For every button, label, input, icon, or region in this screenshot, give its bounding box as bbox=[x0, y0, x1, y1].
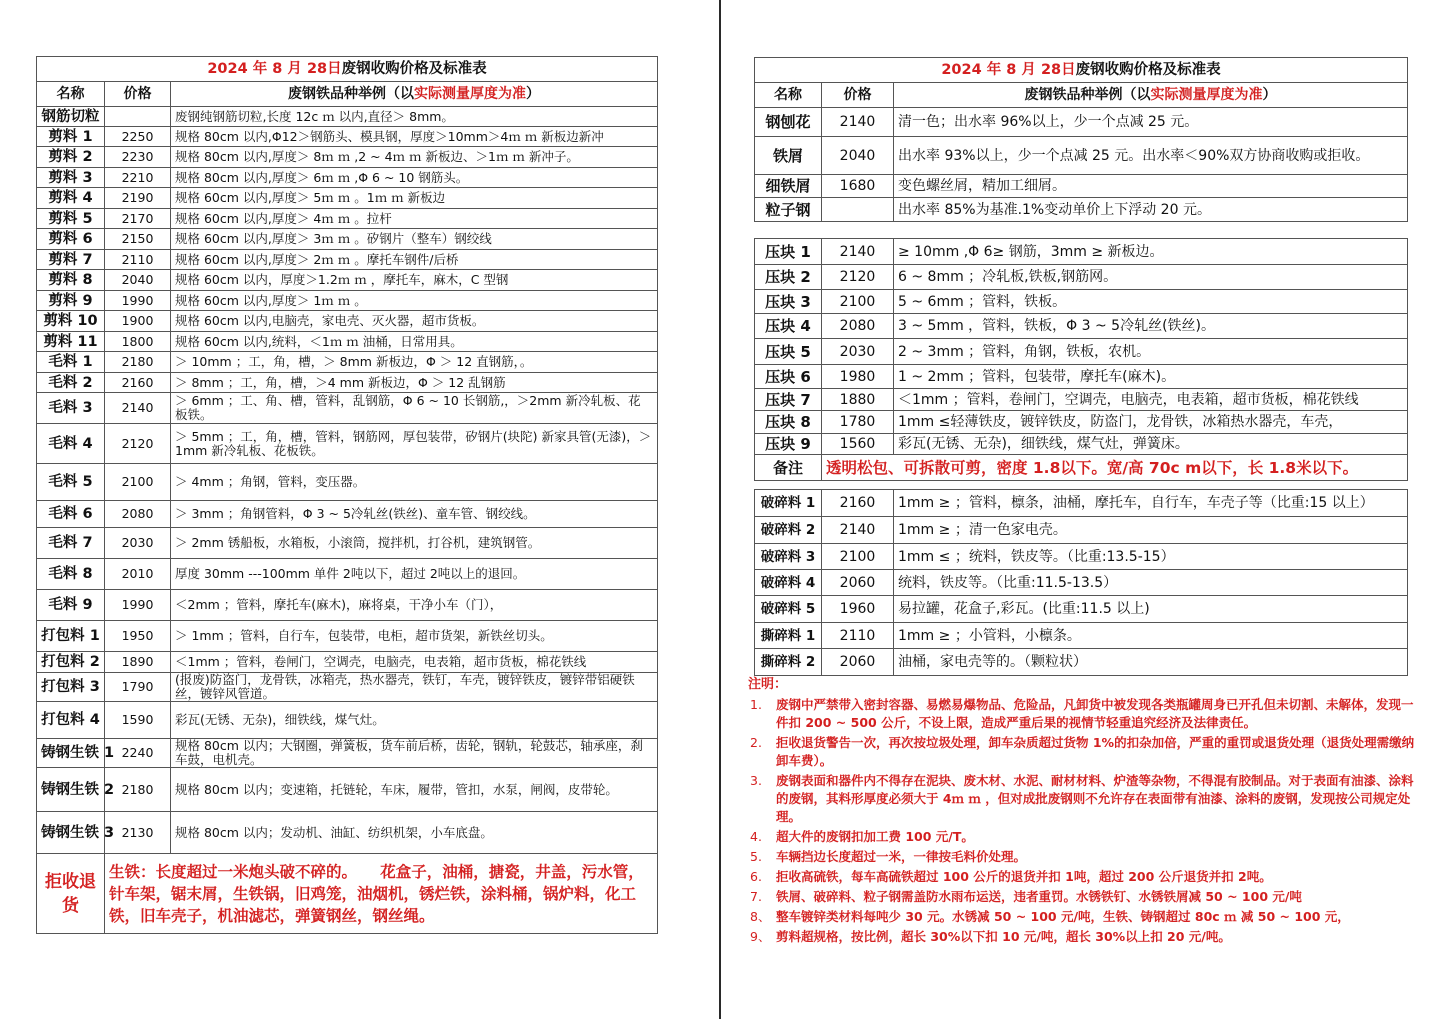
left-item-price bbox=[105, 107, 171, 127]
header-desc: 废钢铁品种举例（以实际测量厚度为准） bbox=[171, 82, 658, 107]
left-item-price: 1950 bbox=[105, 621, 171, 652]
shred-item-row bbox=[755, 596, 1408, 623]
left-item-desc: 规格 80cm 以内；发动机、油缸、纺织机架，小车底盘。 bbox=[171, 812, 658, 854]
note-text: 拒收高硫铁，每车高硫铁超过 100 公斤的退货并扣 1吨，超过 200 公斤退货并扣 2吨。 bbox=[776, 869, 1272, 884]
left-item-row bbox=[37, 739, 658, 768]
briquette-item-row bbox=[755, 265, 1408, 290]
left-item-row bbox=[37, 501, 658, 528]
chip-item-row bbox=[755, 175, 1408, 198]
note-text: 整车镀锌类材料每吨少 30 元。水锈减 50 ~ 100 元/吨，生铁、铸钢超过 80c ｍ 减 50 ~ 100 元， bbox=[776, 909, 1350, 924]
left-item-price: 2100 bbox=[105, 464, 171, 501]
left-item-price: 2110 bbox=[105, 250, 171, 270]
left-item-price: 2180 bbox=[105, 768, 171, 812]
shred-item-name: 破碎料 3 bbox=[755, 544, 822, 570]
shred-item-price: 2110 bbox=[822, 623, 894, 649]
left-item-row bbox=[37, 352, 658, 373]
left-item-desc: 规格 60cm 以内,厚度＞ 2ｍ ｍ 。摩托车钢件/后桥 bbox=[171, 250, 658, 270]
briquette-item-name: 压块 6 bbox=[755, 365, 822, 389]
left-item-row bbox=[37, 209, 658, 229]
right-title-text: 废钢收购价格及标准表 bbox=[1075, 62, 1221, 78]
note-number: 4. bbox=[750, 829, 762, 844]
remark-text: 透明松包、可拆散可剪，密度 1.8以下。宽/高 70c m以下，长 1.8米以下。 bbox=[822, 455, 1408, 481]
briquette-item-desc: 5 ~ 6mm ；管料，铁板。 bbox=[894, 290, 1408, 314]
right-header-row bbox=[755, 83, 1408, 108]
note-item bbox=[748, 772, 1420, 826]
note-item bbox=[748, 888, 1420, 906]
chip-item-name: 粒子钢 bbox=[755, 198, 822, 222]
left-item-name: 剪料 5 bbox=[37, 209, 105, 229]
briquette-item-name: 压块 5 bbox=[755, 339, 822, 365]
briquette-item-desc: 彩瓦(无锈、无杂)，细铁线，煤气灶，弹簧床。 bbox=[894, 434, 1408, 455]
left-item-desc: ＜2mm ；管料，摩托车(麻木)，麻将桌，干净小车（门）， bbox=[171, 590, 658, 621]
left-item-row bbox=[37, 621, 658, 652]
left-item-row bbox=[37, 168, 658, 188]
briquette-item-price: 1780 bbox=[822, 411, 894, 434]
note-number: 8、 bbox=[750, 909, 771, 924]
left-item-row bbox=[37, 291, 658, 311]
right-price-table-top bbox=[754, 57, 1408, 222]
note-item bbox=[748, 908, 1420, 926]
left-item-desc: 规格 80cm 以内,厚度＞ 8ｍ ｍ ,2 ~ 4ｍ ｍ 新板边、＞1ｍ ｍ 新冲子。 bbox=[171, 147, 658, 168]
left-item-desc: ＞ 3mm ；角钢管料，Φ 3 ~ 5冷轧丝(铁丝)、童车管、钢绞线。 bbox=[171, 501, 658, 528]
left-item-name: 打包料 2 bbox=[37, 652, 105, 673]
left-price-table bbox=[36, 56, 658, 934]
chip-item-desc: 变色螺丝屑，精加工细屑。 bbox=[894, 175, 1408, 198]
note-item bbox=[748, 828, 1420, 846]
left-item-row bbox=[37, 188, 658, 209]
left-item-row bbox=[37, 229, 658, 250]
chip-item-name: 铁屑 bbox=[755, 137, 822, 175]
left-item-row bbox=[37, 673, 658, 702]
shred-item-price: 2160 bbox=[822, 490, 894, 517]
left-item-desc: ＞ 2mm 锈船板，水箱板，小滚筒，搅拌机，打谷机，建筑钢管。 bbox=[171, 528, 658, 559]
right-title-date: 2024 年 8 月 28日 bbox=[941, 62, 1076, 78]
shred-item-row bbox=[755, 517, 1408, 544]
left-title-date: 2024 年 8 月 28日 bbox=[207, 61, 342, 77]
shred-item-row bbox=[755, 490, 1408, 517]
briquette-item-row bbox=[755, 290, 1408, 314]
note-number: 5. bbox=[750, 849, 762, 864]
left-item-price: 2180 bbox=[105, 352, 171, 373]
left-item-price: 2210 bbox=[105, 168, 171, 188]
note-number: 9、 bbox=[750, 929, 771, 944]
left-item-price: 2080 bbox=[105, 501, 171, 528]
chip-item-price bbox=[822, 198, 894, 222]
left-item-desc: ＞ 6mm ；工、角、槽，管料，乱钢筋，Φ 6 ~ 10 长钢筋,，＞2mm 新冷轧板、花板铁。 bbox=[171, 393, 658, 424]
left-item-name: 剪料 1 bbox=[37, 127, 105, 147]
left-item-name: 毛料 1 bbox=[37, 352, 105, 373]
left-item-desc: 规格 80cm 以内,厚度＞ 6ｍ ｍ ,Φ 6 ~ 10 钢筋头。 bbox=[171, 168, 658, 188]
note-text: 剪料超规格，按比例，超长 30%以下扣 10 元/吨，超长 30%以上扣 20 元/吨。 bbox=[776, 929, 1231, 944]
left-item-name: 毛料 4 bbox=[37, 424, 105, 464]
briquette-item-price: 1560 bbox=[822, 434, 894, 455]
right-price-table-briquette bbox=[754, 238, 1408, 481]
left-item-name: 铸钢生铁 3 bbox=[37, 812, 105, 854]
left-item-row bbox=[37, 393, 658, 424]
reject-text: 生铁：长度超过一米炮头破不碎的。 花盒子，油桶，搪瓷，井盖，污水管，针车架，锯末屑，生铁锅，旧鸡笼，油烟机，锈烂铁，涂料桶，锅炉料，化工铁，旧车壳子，机油滤芯，弹簧钢丝，钢丝绳。 bbox=[105, 854, 658, 934]
header-price: 价格 bbox=[105, 82, 171, 107]
left-item-price: 2150 bbox=[105, 229, 171, 250]
note-number: 6. bbox=[750, 869, 762, 884]
note-number: 3. bbox=[750, 773, 762, 788]
shred-item-price: 2140 bbox=[822, 517, 894, 544]
shred-item-desc: 油桶，家电壳等的。（颗粒状） bbox=[894, 649, 1408, 676]
left-item-desc: 规格 60cm 以内,厚度＞ 4ｍ ｍ 。拉杆 bbox=[171, 209, 658, 229]
remark-label: 备注 bbox=[755, 455, 822, 481]
left-item-price: 1790 bbox=[105, 673, 171, 702]
briquette-item-name: 压块 1 bbox=[755, 239, 822, 265]
left-item-price: 1900 bbox=[105, 311, 171, 332]
left-item-name: 毛料 9 bbox=[37, 590, 105, 621]
briquette-item-name: 压块 8 bbox=[755, 411, 822, 434]
left-item-name: 铸钢生铁 2 bbox=[37, 768, 105, 812]
left-item-price: 2160 bbox=[105, 373, 171, 393]
left-item-desc: 彩瓦(无锈、无杂)，细铁线，煤气灶。 bbox=[171, 702, 658, 739]
left-item-desc: ＞ 10mm ；工，角，槽，＞ 8mm 新板边，Φ ＞ 12 直钢筋，。 bbox=[171, 352, 658, 373]
briquette-item-price: 1880 bbox=[822, 389, 894, 411]
left-item-price: 2120 bbox=[105, 424, 171, 464]
left-item-row bbox=[37, 768, 658, 812]
left-item-row bbox=[37, 528, 658, 559]
left-item-row bbox=[37, 250, 658, 270]
shred-item-name: 破碎料 5 bbox=[755, 596, 822, 623]
note-item bbox=[748, 868, 1420, 886]
left-item-name: 毛料 6 bbox=[37, 501, 105, 528]
chip-item-name: 钢刨花 bbox=[755, 108, 822, 137]
notes-heading: 注明： bbox=[748, 677, 788, 692]
note-item bbox=[748, 928, 1420, 946]
briquette-item-name: 压块 9 bbox=[755, 434, 822, 455]
briquette-item-row bbox=[755, 389, 1408, 411]
left-item-price: 1590 bbox=[105, 702, 171, 739]
left-item-desc: ＞ 4mm ；角钢，管料，变压器。 bbox=[171, 464, 658, 501]
left-item-name: 剪料 3 bbox=[37, 168, 105, 188]
shred-item-name: 撕碎料 1 bbox=[755, 623, 822, 649]
briquette-item-desc: 2 ~ 3mm ；管料，角钢，铁板，农机。 bbox=[894, 339, 1408, 365]
note-item bbox=[748, 734, 1420, 770]
briquette-item-price: 2120 bbox=[822, 265, 894, 290]
left-header-row bbox=[37, 82, 658, 107]
left-item-price: 2250 bbox=[105, 127, 171, 147]
left-item-row bbox=[37, 107, 658, 127]
left-item-row bbox=[37, 559, 658, 590]
left-item-row bbox=[37, 590, 658, 621]
shred-item-desc: 1mm ≥ ；清一色家电壳。 bbox=[894, 517, 1408, 544]
left-item-desc: 规格 80cm 以内；变速箱，托链轮，车床，履带，管扣，水泵，闸阀，皮带轮。 bbox=[171, 768, 658, 812]
chip-item-name: 细铁屑 bbox=[755, 175, 822, 198]
briquette-item-desc: 3 ~ 5mm ，管料，铁板，Φ 3 ~ 5冷轧丝(铁丝)。 bbox=[894, 314, 1408, 339]
left-item-desc: 规格 60cm 以内,厚度＞ 5ｍ ｍ 。1ｍ ｍ 新板边 bbox=[171, 188, 658, 209]
left-item-desc: 规格 60cm 以内,统料，＜1ｍ ｍ 油桶，日常用具。 bbox=[171, 332, 658, 352]
left-item-desc: 规格 80cm 以内,Φ12＞钢筋头、模具钢，厚度＞10mm＞4ｍ ｍ 新板边新冲 bbox=[171, 127, 658, 147]
briquette-item-desc: 6 ~ 8mm ；冷轧板,铁板,钢筋网。 bbox=[894, 265, 1408, 290]
left-item-name: 铸钢生铁 1 bbox=[37, 739, 105, 768]
left-item-desc: ＞ 1mm ；管料，自行车，包装带，电柜，超市货架，新铁丝切头。 bbox=[171, 621, 658, 652]
note-text: 车辆挡边长度超过一米，一律按毛料价处理。 bbox=[776, 849, 1027, 864]
left-item-name: 剪料 6 bbox=[37, 229, 105, 250]
left-item-desc: 规格 60cm 以内,厚度＞ 1ｍ ｍ 。 bbox=[171, 291, 658, 311]
left-item-price: 2130 bbox=[105, 812, 171, 854]
chip-item-price: 2040 bbox=[822, 137, 894, 175]
reject-row bbox=[37, 854, 658, 934]
chip-item-price: 1680 bbox=[822, 175, 894, 198]
shred-item-desc: 1mm ≥ ；小管料，小檩条。 bbox=[894, 623, 1408, 649]
briquette-item-row bbox=[755, 365, 1408, 389]
header-name: 名称 bbox=[755, 83, 822, 108]
left-item-desc: ＞ 8mm ；工，角，槽，＞4 mm 新板边，Φ ＞ 12 乱钢筋 bbox=[171, 373, 658, 393]
shred-item-name: 破碎料 2 bbox=[755, 517, 822, 544]
briquette-item-price: 2080 bbox=[822, 314, 894, 339]
note-number: 2. bbox=[750, 735, 762, 750]
left-item-row bbox=[37, 147, 658, 168]
header-price: 价格 bbox=[822, 83, 894, 108]
left-item-row bbox=[37, 424, 658, 464]
left-item-name: 打包料 4 bbox=[37, 702, 105, 739]
left-item-row bbox=[37, 464, 658, 501]
left-item-name: 毛料 2 bbox=[37, 373, 105, 393]
chip-item-desc: 出水率 93%以上，少一个点减 25 元。出水率＜90%双方协商收购或拒收。 bbox=[894, 137, 1408, 175]
chip-item-desc: 清一色；出水率 96%以上，少一个点减 25 元。 bbox=[894, 108, 1408, 137]
note-text: 铁屑、破碎料、粒子钢需盖防水雨布运送，违者重罚。水锈铁钉、水锈铁屑减 50 ~ 100 元/吨 bbox=[776, 889, 1302, 904]
left-item-name: 毛料 3 bbox=[37, 393, 105, 424]
right-price-table-shredded bbox=[754, 489, 1408, 676]
left-item-name: 毛料 7 bbox=[37, 528, 105, 559]
note-item bbox=[748, 848, 1420, 866]
left-item-price: 2040 bbox=[105, 270, 171, 291]
left-item-price: 2170 bbox=[105, 209, 171, 229]
left-item-row bbox=[37, 812, 658, 854]
left-item-name: 剪料 4 bbox=[37, 188, 105, 209]
briquette-item-price: 2030 bbox=[822, 339, 894, 365]
briquette-item-name: 压块 4 bbox=[755, 314, 822, 339]
chip-item-row bbox=[755, 198, 1408, 222]
note-text: 超大件的废钢扣加工费 100 元/T。 bbox=[776, 829, 974, 844]
shred-item-desc: 1mm ≥ ；管料，檩条，油桶，摩托车，自行车，车壳子等（比重:15 以上） bbox=[894, 490, 1408, 517]
chip-item-row bbox=[755, 137, 1408, 175]
left-item-price: 2240 bbox=[105, 739, 171, 768]
briquette-item-row bbox=[755, 411, 1408, 434]
shred-item-row bbox=[755, 544, 1408, 570]
note-item bbox=[748, 696, 1420, 732]
note-text: 废钢表面和器件内不得存在泥块、废木材、水泥、耐材材料、炉渣等杂物，不得混有胶制品。对于表面有油漆、涂料的废钢，其料形厚度必须大于 4ｍ ｍ ，但对成批废钢则不允许存在表面带有油漆、涂料的废钢，发现按公司规定处理。 bbox=[776, 773, 1414, 824]
shred-item-row bbox=[755, 570, 1408, 596]
shred-item-price: 2060 bbox=[822, 570, 894, 596]
left-item-desc: 规格 80cm 以内；大钢圈，弹簧板，货车前后桥，齿轮，钢轨，轮鼓芯，轴承座，刹车鼓，电机壳。 bbox=[171, 739, 658, 768]
left-item-price: 2030 bbox=[105, 528, 171, 559]
page-divider bbox=[719, 0, 721, 1019]
briquette-item-row bbox=[755, 314, 1408, 339]
header-desc: 废钢铁品种举例（以实际测量厚度为准） bbox=[894, 83, 1408, 108]
briquette-item-price: 1980 bbox=[822, 365, 894, 389]
briquette-item-desc: 1 ~ 2mm ；管料，包装带，摩托车(麻木)。 bbox=[894, 365, 1408, 389]
briquette-item-desc: ≥ 10mm ,Φ 6≥ 钢筋，3mm ≥ 新板边。 bbox=[894, 239, 1408, 265]
left-item-desc: 规格 60cm 以内，厚度＞1.2ｍ ｍ ，摩托车，麻木，C 型钢 bbox=[171, 270, 658, 291]
shred-item-row bbox=[755, 649, 1408, 676]
shred-item-price: 2060 bbox=[822, 649, 894, 676]
left-title bbox=[37, 57, 658, 82]
briquette-item-name: 压块 7 bbox=[755, 389, 822, 411]
left-item-name: 打包料 3 bbox=[37, 673, 105, 702]
left-item-price: 2230 bbox=[105, 147, 171, 168]
shred-item-desc: 易拉罐，花盒子,彩瓦。(比重:11.5 以上) bbox=[894, 596, 1408, 623]
left-item-row bbox=[37, 652, 658, 673]
shred-item-price: 1960 bbox=[822, 596, 894, 623]
left-item-row bbox=[37, 332, 658, 352]
left-item-row bbox=[37, 373, 658, 393]
shred-item-name: 破碎料 4 bbox=[755, 570, 822, 596]
shred-item-price: 2100 bbox=[822, 544, 894, 570]
left-item-row bbox=[37, 311, 658, 332]
note-number: 1. bbox=[750, 697, 762, 712]
remark-row bbox=[755, 455, 1408, 481]
left-item-name: 剪料 8 bbox=[37, 270, 105, 291]
left-item-desc: 规格 60cm 以内,厚度＞ 3ｍ ｍ 。矽钢片（整车）钢绞线 bbox=[171, 229, 658, 250]
shred-item-name: 破碎料 1 bbox=[755, 490, 822, 517]
briquette-item-price: 2140 bbox=[822, 239, 894, 265]
left-item-row bbox=[37, 127, 658, 147]
left-item-name: 剪料 2 bbox=[37, 147, 105, 168]
left-item-name: 打包料 1 bbox=[37, 621, 105, 652]
header-name: 名称 bbox=[37, 82, 105, 107]
left-item-desc: 规格 60cm 以内,电脑壳，家电壳、灭火器，超市货板。 bbox=[171, 311, 658, 332]
left-item-desc: (报废)防盗门，龙骨铁，冰箱壳，热水器壳，铁钉，车壳，镀锌铁皮，镀锌带铝硬铁丝，镀锌风管道。 bbox=[171, 673, 658, 702]
left-item-price: 1890 bbox=[105, 652, 171, 673]
briquette-item-name: 压块 2 bbox=[755, 265, 822, 290]
left-item-row bbox=[37, 702, 658, 739]
left-title-text: 废钢收购价格及标准表 bbox=[341, 61, 487, 77]
left-item-price: 2010 bbox=[105, 559, 171, 590]
briquette-item-row bbox=[755, 434, 1408, 455]
briquette-item-name: 压块 3 bbox=[755, 290, 822, 314]
right-title bbox=[755, 58, 1408, 83]
chip-item-desc: 出水率 85%为基准.1%变动单价上下浮动 20 元。 bbox=[894, 198, 1408, 222]
chip-item-row bbox=[755, 108, 1408, 137]
left-item-name: 剪料 10 bbox=[37, 311, 105, 332]
briquette-item-desc: ＜1mm ；管料，卷闸门，空调壳，电脑壳，电表箱，超市货板，棉花铁线 bbox=[894, 389, 1408, 411]
note-number: 7. bbox=[750, 889, 762, 904]
left-item-name: 钢筋切粒 bbox=[37, 107, 105, 127]
left-item-desc: ＞ 5mm ；工，角，槽，管料，钢筋网，厚包装带，矽钢片(块陀) 新家具管(无漆)，＞1mm 新冷轧板、花板铁。 bbox=[171, 424, 658, 464]
left-item-price: 2140 bbox=[105, 393, 171, 424]
shred-item-name: 撕碎料 2 bbox=[755, 649, 822, 676]
left-item-name: 剪料 9 bbox=[37, 291, 105, 311]
shred-item-desc: 1mm ≤ ；统料，铁皮等。（比重:13.5-15） bbox=[894, 544, 1408, 570]
left-item-price: 1800 bbox=[105, 332, 171, 352]
left-item-desc: 废钢纯钢筋切粒,长度 12c ｍ 以内,直径＞ 8mm。 bbox=[171, 107, 658, 127]
briquette-item-row bbox=[755, 339, 1408, 365]
left-item-name: 剪料 7 bbox=[37, 250, 105, 270]
left-item-price: 2190 bbox=[105, 188, 171, 209]
reject-label: 拒收退货 bbox=[37, 854, 105, 934]
shred-item-desc: 统料，铁皮等。（比重:11.5-13.5） bbox=[894, 570, 1408, 596]
left-item-row bbox=[37, 270, 658, 291]
left-item-price: 1990 bbox=[105, 590, 171, 621]
briquette-item-price: 2100 bbox=[822, 290, 894, 314]
shred-item-row bbox=[755, 623, 1408, 649]
note-text: 拒收退货警告一次，再次按垃圾处理，卸车杂质超过货物 1%的扣杂加倍，严重的重罚或退货处理（退货处理需缴纳卸车费）。 bbox=[776, 735, 1415, 768]
notes-section bbox=[748, 676, 1420, 946]
left-item-name: 剪料 11 bbox=[37, 332, 105, 352]
chip-item-price: 2140 bbox=[822, 108, 894, 137]
briquette-item-desc: 1mm ≤轻薄铁皮，镀锌铁皮，防盗门，龙骨铁，冰箱热水器壳，车壳， bbox=[894, 411, 1408, 434]
left-item-price: 1990 bbox=[105, 291, 171, 311]
left-item-desc: ＜1mm ；管料，卷闸门，空调壳，电脑壳，电表箱，超市货板，棉花铁线 bbox=[171, 652, 658, 673]
left-item-desc: 厚度 30mm ---100mm 单件 2吨以下，超过 2吨以上的退回。 bbox=[171, 559, 658, 590]
briquette-item-row bbox=[755, 239, 1408, 265]
note-text: 废钢中严禁带入密封容器、易燃易爆物品、危险品，凡卸货中被发现各类瓶罐周身已开孔但未切割、未解体，发现一件扣 200 ~ 500 公斤，不设上限，造成严重后果的视情节轻重追究经济及法律责任。 bbox=[776, 697, 1414, 730]
left-item-name: 毛料 5 bbox=[37, 464, 105, 501]
left-item-name: 毛料 8 bbox=[37, 559, 105, 590]
